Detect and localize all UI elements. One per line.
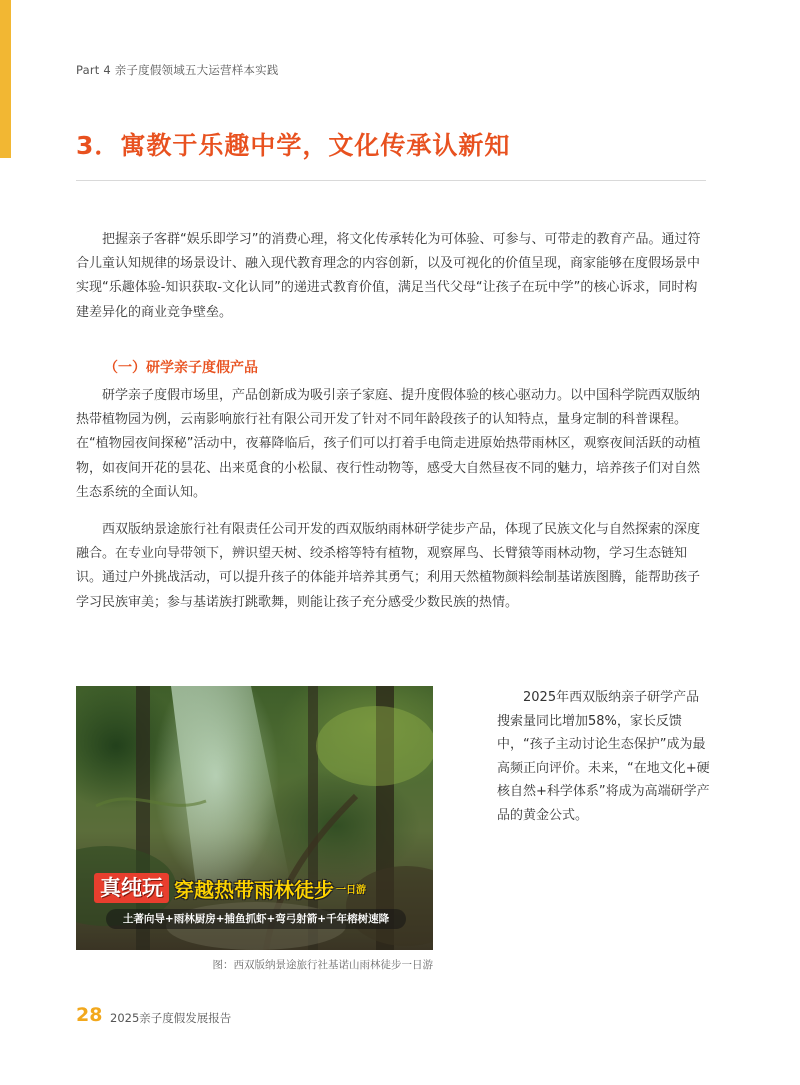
body-paragraph-2: 西双版纳景途旅行社有限责任公司开发的西双版纳雨林研学徒步产品，体现了民族文化与自然探索的深度融合。在专业向导带领下，辨识望天树、绞杀榕等特有植物，观察犀鸟、长臂猿等雨林动物，学习生态链知识。通过户外挑战活动，可以提升孩子的体能并培养其勇气；利用天然植物颜料绘制基诺族图腾，能帮助孩子学习民族审美；参与基诺族打跳歌舞，则能让孩子充分感受少数民族的热情。	[76, 522, 701, 610]
intro-paragraph: 把握亲子客群“娱乐即学习”的消费心理，将文化传承转化为可体验、可参与、可带走的教育产品。通过符合儿童认知规律的场景设计、融入现代教育理念的内容创新，以及可视化的价值呈现，商家能够在度假场景中实现“乐趣体验-知识获取-文化认同”的递进式教育价值，满足当代父母“让孩子在玩中学”的核心诉求，同时构建差异化的商业竞争壁垒。	[76, 232, 701, 320]
section-title: 3．寓教于乐趣中学，文化传承认新知	[76, 131, 511, 160]
photo-caption: 图：西双版纳景途旅行社基诺山雨林徒步一日游	[212, 959, 433, 971]
subsection-heading: （一）研学亲子度假产品	[104, 360, 258, 376]
banner-subtitle: 土著向导+雨林厨房+捕鱼抓虾+弯弓射箭+千年榕树速降	[106, 909, 406, 929]
report-title: 2025亲子度假发展报告	[110, 1011, 232, 1025]
banner-tag-text: 一日游	[336, 884, 366, 896]
title-divider	[76, 180, 706, 181]
running-header: Part 4 亲子度假领域五大运营样本实践	[76, 63, 279, 77]
rainforest-photo	[76, 686, 433, 950]
body-paragraph-1: 研学亲子度假市场里，产品创新成为吸引亲子家庭、提升度假体验的核心驱动力。以中国科学院西双版纳热带植物园为例，云南影响旅行社有限公司开发了针对不同年龄段孩子的认知特点，量身定制的科普课程。在“植物园夜间探秘”活动中，夜幕降临后，孩子们可以打着手电筒走进原始热带雨林区，观察夜间活跃的动植物，如夜间开花的昙花、出来觅食的小松鼠、夜行性动物等，感受大自然昼夜不同的魅力，培养孩子们对自然生态系统的全面认知。	[76, 388, 701, 500]
photo-banner	[94, 872, 416, 904]
page-number: 28	[76, 1004, 103, 1026]
header-accent-bar	[0, 0, 11, 158]
banner-highlight-text: 真纯玩	[94, 873, 169, 903]
banner-title-text: 穿越热带雨林徒步	[174, 877, 334, 902]
side-note: 2025年西双版纳亲子研学产品搜索量同比增加58%，家长反馈中，“孩子主动讨论生态保护”成为最高频正向评价。未来，“在地文化+硬核自然+科学体系”将成为高端研学产品的黄金公式。	[497, 690, 710, 823]
